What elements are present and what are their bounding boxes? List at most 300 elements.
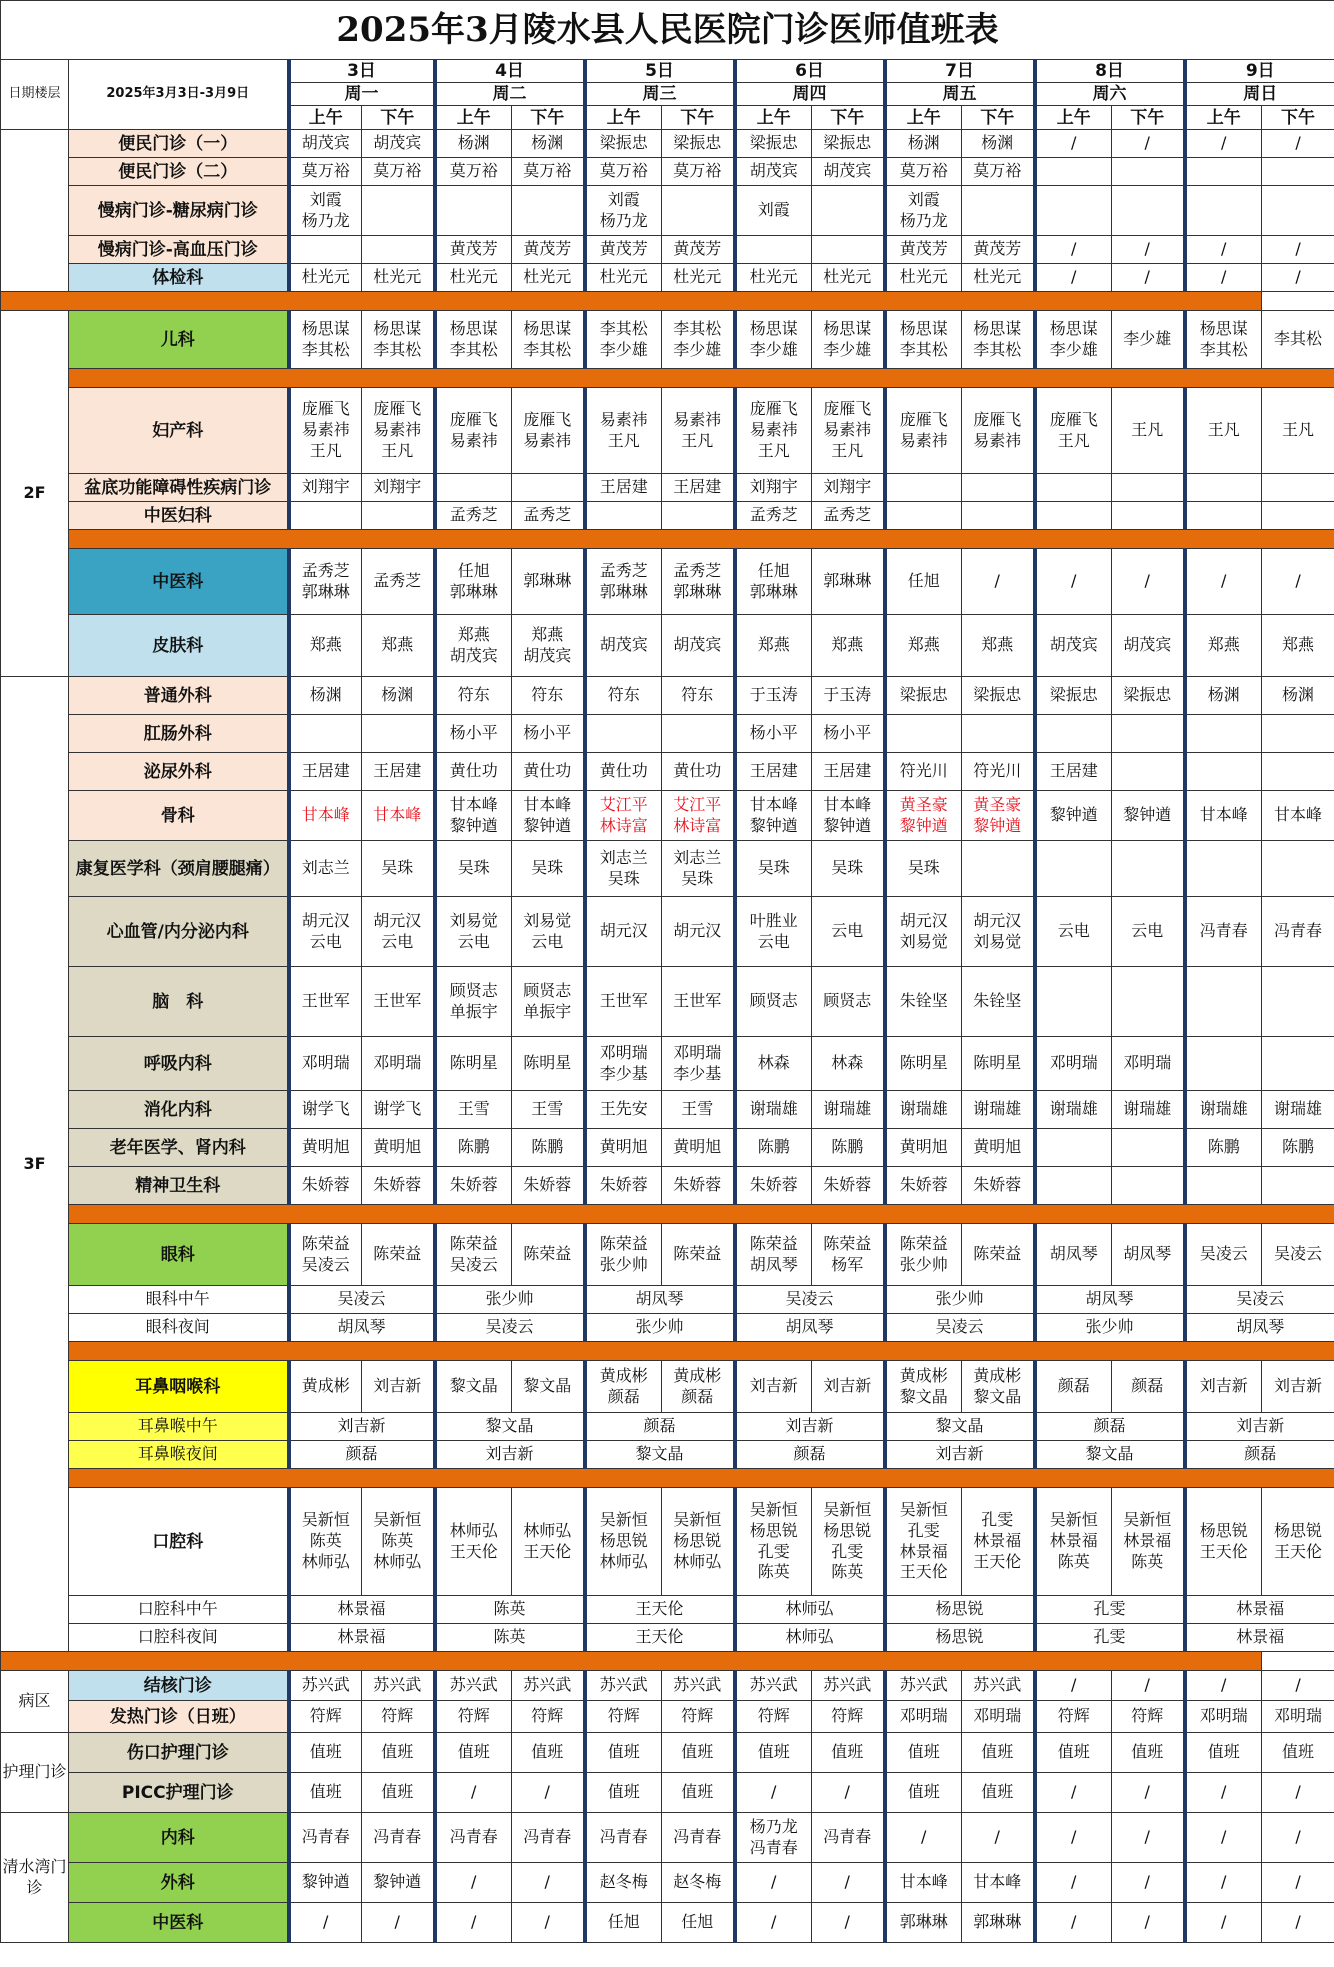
department-name: 眼科夜间 — [69, 1314, 289, 1342]
separator-row — [1, 369, 1334, 388]
duty-cell — [362, 502, 435, 530]
duty-cell: 值班 — [289, 1773, 362, 1813]
duty-cell: 刘志兰 吴珠 — [585, 841, 662, 897]
duty-cell: 值班 — [662, 1733, 735, 1773]
duty-cell: / — [512, 1863, 585, 1903]
duty-cell: 杨渊 — [1262, 677, 1334, 715]
duty-cell: / — [435, 1773, 512, 1813]
duty-cell: 朱铨坚 — [885, 967, 962, 1037]
duty-cell — [1035, 1129, 1112, 1167]
duty-cell: 莫万裕 — [289, 158, 362, 186]
duty-cell-day: 吴凌云 — [289, 1286, 435, 1314]
duty-cell — [1185, 186, 1262, 236]
duty-cell: / — [1035, 236, 1112, 264]
duty-cell: 吴新恒 陈英 林师弘 — [289, 1488, 362, 1596]
duty-cell: / — [1185, 1813, 1262, 1863]
duty-cell: 杨思谋 李少雄 — [735, 311, 812, 369]
duty-cell — [1035, 186, 1112, 236]
duty-cell: 王世军 — [662, 967, 735, 1037]
duty-cell: 陈荣益 吴凌云 — [435, 1224, 512, 1286]
duty-cell: / — [1035, 1863, 1112, 1903]
duty-cell: 孔雯 林景福 王天伦 — [962, 1488, 1035, 1596]
duty-cell: 庞雁飞 易素祎 — [512, 388, 585, 474]
duty-cell — [362, 715, 435, 753]
department-name: 便民门诊（一） — [69, 130, 289, 158]
duty-cell: 王雪 — [435, 1091, 512, 1129]
duty-cell — [1112, 967, 1185, 1037]
title-row — [1, 1, 1334, 60]
duty-cell — [1035, 502, 1112, 530]
duty-cell: 朱娇蓉 — [962, 1167, 1035, 1205]
separator-bar — [1, 1652, 1262, 1671]
duty-cell: 吴新恒 孔雯 林景福 王天伦 — [885, 1488, 962, 1596]
duty-cell — [662, 502, 735, 530]
separator-bar — [69, 1469, 1334, 1488]
department-name: 盆底功能障碍性疾病门诊 — [69, 474, 289, 502]
header-row-date — [1, 60, 1334, 83]
duty-cell: 黄茂芳 — [585, 236, 662, 264]
duty-cell — [885, 474, 962, 502]
duty-cell: 杜光元 — [812, 264, 885, 292]
duty-cell: 杨思锐 王天伦 — [1185, 1488, 1262, 1596]
duty-cell: 林师弘 王天伦 — [435, 1488, 512, 1596]
duty-cell — [1185, 502, 1262, 530]
duty-cell: 于玉涛 — [735, 677, 812, 715]
duty-cell-day: 林景福 — [1185, 1624, 1334, 1652]
duty-cell: 符光川 — [962, 753, 1035, 791]
separator-bar — [69, 369, 1334, 388]
duty-cell: 刘霞 — [735, 186, 812, 236]
duty-cell — [1112, 1167, 1185, 1205]
duty-cell: 冯青春 — [362, 1813, 435, 1863]
duty-cell: 梁振忠 — [662, 130, 735, 158]
duty-cell: 胡茂宾 — [585, 615, 662, 677]
duty-cell: 杨思锐 王天伦 — [1262, 1488, 1334, 1596]
duty-cell: 朱娇蓉 — [735, 1167, 812, 1205]
duty-cell: 颜磊 — [1112, 1361, 1185, 1413]
duty-cell: 王居建 — [662, 474, 735, 502]
duty-cell — [1185, 158, 1262, 186]
duty-cell: 郑燕 — [1185, 615, 1262, 677]
duty-cell — [362, 186, 435, 236]
duty-cell: 胡茂宾 — [1035, 615, 1112, 677]
duty-cell: 值班 — [662, 1773, 735, 1813]
duty-cell: 易素祎 王凡 — [585, 388, 662, 474]
roster-row — [1, 1091, 1334, 1129]
duty-cell-day: 胡凤琴 — [735, 1314, 885, 1342]
department-name: 普通外科 — [69, 677, 289, 715]
roster-row — [1, 1596, 1334, 1624]
duty-cell — [812, 236, 885, 264]
duty-cell: 王世军 — [362, 967, 435, 1037]
duty-cell: / — [1112, 1671, 1185, 1701]
duty-cell: 杨思谋 李其松 — [289, 311, 362, 369]
duty-cell: 陈荣益 张少帅 — [885, 1224, 962, 1286]
duty-cell: 杨思谋 李其松 — [362, 311, 435, 369]
department-name: 耳鼻喉中午 — [69, 1413, 289, 1441]
duty-cell: 杨小平 — [512, 715, 585, 753]
duty-cell: / — [1112, 130, 1185, 158]
date-range-header: 2025年3月3日-3月9日 — [69, 60, 289, 130]
department-name: 皮肤科 — [69, 615, 289, 677]
day-weekday-header: 周六 — [1035, 83, 1185, 106]
duty-cell: 朱娇蓉 — [585, 1167, 662, 1205]
duty-cell: 杜光元 — [885, 264, 962, 292]
duty-cell: 甘本峰 — [362, 791, 435, 841]
department-name: 口腔科 — [69, 1488, 289, 1596]
duty-cell: 刘志兰 吴珠 — [662, 841, 735, 897]
duty-cell: 于玉涛 — [812, 677, 885, 715]
duty-cell: 任旭 — [662, 1903, 735, 1943]
am-header: 上午 — [1185, 106, 1262, 130]
department-name: PICC护理门诊 — [69, 1773, 289, 1813]
duty-cell: 苏兴武 — [735, 1671, 812, 1701]
duty-cell: 苏兴武 — [512, 1671, 585, 1701]
duty-cell-day: 颜磊 — [289, 1441, 435, 1469]
department-name: 泌尿外科 — [69, 753, 289, 791]
duty-cell-day: 刘吉新 — [885, 1441, 1035, 1469]
am-header: 上午 — [735, 106, 812, 130]
duty-cell-day: 黎文晶 — [435, 1413, 585, 1441]
duty-cell: 梁振忠 — [735, 130, 812, 158]
duty-cell: 黄明旭 — [885, 1129, 962, 1167]
roster-row — [1, 474, 1334, 502]
duty-cell: 甘本峰 黎钟遒 — [735, 791, 812, 841]
duty-cell-day: 胡凤琴 — [585, 1286, 735, 1314]
duty-cell: 符东 — [662, 677, 735, 715]
duty-cell: 庞雁飞 易素祎 — [962, 388, 1035, 474]
duty-cell: 郭琳琳 — [885, 1903, 962, 1943]
roster-row — [1, 264, 1334, 292]
duty-cell — [512, 474, 585, 502]
duty-cell: 朱娇蓉 — [435, 1167, 512, 1205]
duty-cell: 符东 — [512, 677, 585, 715]
department-name: 中医科 — [69, 1903, 289, 1943]
separator-bar — [1, 292, 1262, 311]
duty-cell: 顾贤志 — [812, 967, 885, 1037]
duty-cell: 胡元汉 刘易觉 — [885, 897, 962, 967]
duty-cell — [1035, 158, 1112, 186]
duty-cell: 杨乃龙 冯青春 — [735, 1813, 812, 1863]
duty-cell: 符光川 — [885, 753, 962, 791]
duty-cell: 谢学飞 — [362, 1091, 435, 1129]
duty-cell: / — [1112, 549, 1185, 615]
roster-row — [1, 502, 1334, 530]
duty-cell: 朱娇蓉 — [362, 1167, 435, 1205]
duty-cell: 刘霞 杨乃龙 — [289, 186, 362, 236]
duty-cell: 刘翔宇 — [735, 474, 812, 502]
duty-cell: 胡元汉 — [585, 897, 662, 967]
duty-cell: 叶胜业 云电 — [735, 897, 812, 967]
duty-cell: / — [1185, 264, 1262, 292]
duty-cell-day: 王天伦 — [585, 1624, 735, 1652]
duty-cell: 莫万裕 — [585, 158, 662, 186]
duty-cell: 值班 — [1112, 1733, 1185, 1773]
duty-cell: 甘本峰 — [289, 791, 362, 841]
duty-cell: 朱娇蓉 — [885, 1167, 962, 1205]
roster-row — [1, 1813, 1334, 1863]
duty-cell: 胡元汉 — [662, 897, 735, 967]
duty-cell: 值班 — [585, 1733, 662, 1773]
floor-label — [1, 130, 69, 292]
duty-cell: 郑燕 胡茂宾 — [512, 615, 585, 677]
duty-cell: 莫万裕 — [885, 158, 962, 186]
duty-cell: 吴新恒 林景福 陈英 — [1112, 1488, 1185, 1596]
duty-cell-day: 吴凌云 — [1185, 1286, 1334, 1314]
duty-cell: 王居建 — [735, 753, 812, 791]
duty-cell: 黄明旭 — [962, 1129, 1035, 1167]
separator-row — [1, 1205, 1334, 1224]
duty-cell: 顾贤志 — [735, 967, 812, 1037]
duty-cell: / — [812, 1773, 885, 1813]
pm-header: 下午 — [812, 106, 885, 130]
duty-cell: 谢瑞雄 — [1185, 1091, 1262, 1129]
duty-cell: 杜光元 — [435, 264, 512, 292]
duty-cell: 郑燕 — [885, 615, 962, 677]
duty-cell: 值班 — [885, 1733, 962, 1773]
duty-cell: 梁振忠 — [812, 130, 885, 158]
duty-cell: / — [1035, 1773, 1112, 1813]
duty-cell: 郭琳琳 — [512, 549, 585, 615]
duty-cell: 林森 — [812, 1037, 885, 1091]
duty-cell: 刘吉新 — [1262, 1361, 1334, 1413]
duty-cell: 苏兴武 — [362, 1671, 435, 1701]
duty-cell — [289, 502, 362, 530]
duty-cell: 冯青春 — [662, 1813, 735, 1863]
duty-cell: / — [1262, 264, 1334, 292]
pm-header: 下午 — [962, 106, 1035, 130]
duty-cell: 吴新恒 杨思锐 林师弘 — [585, 1488, 662, 1596]
duty-cell — [289, 715, 362, 753]
duty-cell: 值班 — [812, 1733, 885, 1773]
department-name: 中医科 — [69, 549, 289, 615]
duty-cell-day: 林景福 — [289, 1596, 435, 1624]
duty-cell: 黄成彬 颜磊 — [662, 1361, 735, 1413]
duty-cell: 吴珠 — [512, 841, 585, 897]
duty-cell — [962, 715, 1035, 753]
duty-cell: 陈荣益 吴凌云 — [289, 1224, 362, 1286]
duty-cell: 王雪 — [662, 1091, 735, 1129]
duty-cell: / — [362, 1903, 435, 1943]
duty-cell: 刘吉新 — [362, 1361, 435, 1413]
duty-cell — [435, 474, 512, 502]
roster-row — [1, 549, 1334, 615]
department-name: 中医妇科 — [69, 502, 289, 530]
duty-cell: 王居建 — [585, 474, 662, 502]
roster-row — [1, 1488, 1334, 1596]
duty-cell: 王世军 — [585, 967, 662, 1037]
day-date-header: 6日 — [735, 60, 885, 83]
roster-row — [1, 1314, 1334, 1342]
duty-cell — [1035, 841, 1112, 897]
duty-cell: 邓明瑞 — [885, 1701, 962, 1733]
duty-cell: 郑燕 — [289, 615, 362, 677]
roster-row — [1, 715, 1334, 753]
duty-cell: 黄圣豪 黎钟遒 — [962, 791, 1035, 841]
department-name: 伤口护理门诊 — [69, 1733, 289, 1773]
duty-cell: 郑燕 — [812, 615, 885, 677]
duty-cell-day: 张少帅 — [435, 1286, 585, 1314]
duty-cell: 符东 — [585, 677, 662, 715]
duty-cell: 王凡 — [1112, 388, 1185, 474]
duty-cell: 杨思谋 李其松 — [1185, 311, 1262, 369]
duty-cell: 孟秀芝 郭琳琳 — [585, 549, 662, 615]
duty-cell: 莫万裕 — [435, 158, 512, 186]
duty-cell — [512, 186, 585, 236]
department-name: 消化内科 — [69, 1091, 289, 1129]
duty-cell: 云电 — [1035, 897, 1112, 967]
duty-cell: 王居建 — [812, 753, 885, 791]
separator-row — [1, 1469, 1334, 1488]
duty-cell: 苏兴武 — [662, 1671, 735, 1701]
duty-cell: 值班 — [289, 1733, 362, 1773]
roster-row — [1, 1286, 1334, 1314]
duty-cell: / — [1262, 549, 1334, 615]
duty-cell: 梁振忠 — [585, 130, 662, 158]
separator-bar — [69, 530, 1334, 549]
duty-cell: 庞雁飞 易素祎 — [435, 388, 512, 474]
duty-cell: 甘本峰 黎钟遒 — [512, 791, 585, 841]
duty-cell: / — [1112, 264, 1185, 292]
department-name: 妇产科 — [69, 388, 289, 474]
duty-cell: 孟秀芝 — [512, 502, 585, 530]
duty-cell: 黄明旭 — [662, 1129, 735, 1167]
duty-cell — [1185, 715, 1262, 753]
duty-cell: 胡元汉 刘易觉 — [962, 897, 1035, 967]
duty-cell: 胡元汉 云电 — [289, 897, 362, 967]
duty-cell: 符辉 — [812, 1701, 885, 1733]
duty-cell: 胡凤琴 — [1112, 1224, 1185, 1286]
duty-cell: 符辉 — [1035, 1701, 1112, 1733]
duty-cell: 值班 — [362, 1733, 435, 1773]
duty-cell — [1035, 715, 1112, 753]
duty-cell: 刘吉新 — [1185, 1361, 1262, 1413]
duty-cell: 杨渊 — [435, 130, 512, 158]
duty-cell-day: 胡凤琴 — [1185, 1314, 1334, 1342]
duty-cell: 杨渊 — [289, 677, 362, 715]
duty-cell: 值班 — [735, 1733, 812, 1773]
day-weekday-header: 周四 — [735, 83, 885, 106]
duty-cell — [1185, 967, 1262, 1037]
duty-cell: 杜光元 — [289, 264, 362, 292]
department-name: 口腔科夜间 — [69, 1624, 289, 1652]
duty-cell: 莫万裕 — [362, 158, 435, 186]
roster-row — [1, 1773, 1334, 1813]
day-date-header: 3日 — [289, 60, 435, 83]
day-date-header: 9日 — [1185, 60, 1334, 83]
duty-cell: 莫万裕 — [962, 158, 1035, 186]
duty-cell — [885, 715, 962, 753]
duty-cell — [962, 186, 1035, 236]
duty-cell: 符辉 — [289, 1701, 362, 1733]
duty-cell: 庞雁飞 易素祎 王凡 — [735, 388, 812, 474]
duty-cell: 值班 — [1035, 1733, 1112, 1773]
duty-cell: 杜光元 — [962, 264, 1035, 292]
duty-cell: 值班 — [362, 1773, 435, 1813]
duty-cell: 杨小平 — [435, 715, 512, 753]
duty-cell — [1262, 841, 1334, 897]
duty-cell: 艾江平 林诗富 — [662, 791, 735, 841]
duty-cell: / — [1035, 264, 1112, 292]
duty-cell-day: 刘吉新 — [1185, 1413, 1334, 1441]
duty-cell: 黄仕功 — [512, 753, 585, 791]
duty-cell-day: 颜磊 — [1185, 1441, 1334, 1469]
am-header: 上午 — [289, 106, 362, 130]
duty-cell: 陈荣益 胡凤琴 — [735, 1224, 812, 1286]
duty-cell: 邓明瑞 — [1112, 1037, 1185, 1091]
duty-cell: 甘本峰 — [1262, 791, 1334, 841]
duty-cell: / — [812, 1903, 885, 1943]
duty-cell: 庞雁飞 易素祎 王凡 — [362, 388, 435, 474]
duty-cell: 符辉 — [512, 1701, 585, 1733]
duty-cell — [585, 715, 662, 753]
duty-cell: 符辉 — [1112, 1701, 1185, 1733]
department-name: 脑 科 — [69, 967, 289, 1037]
roster-row — [1, 1413, 1334, 1441]
floor-label: 2F — [1, 311, 69, 677]
duty-cell: 李其松 — [1262, 311, 1334, 369]
duty-cell: 黄仕功 — [435, 753, 512, 791]
duty-cell: 符东 — [435, 677, 512, 715]
duty-cell: 苏兴武 — [962, 1671, 1035, 1701]
duty-cell: 顾贤志 单振宇 — [435, 967, 512, 1037]
duty-cell — [1112, 474, 1185, 502]
duty-cell: 顾贤志 单振宇 — [512, 967, 585, 1037]
duty-cell: / — [1185, 130, 1262, 158]
duty-cell: 梁振忠 — [885, 677, 962, 715]
floor-label: 3F — [1, 677, 69, 1652]
department-name: 结核门诊 — [69, 1671, 289, 1701]
duty-cell: 黎钟遒 — [362, 1863, 435, 1903]
duty-cell: 莫万裕 — [512, 158, 585, 186]
duty-cell-day: 杨思锐 — [885, 1596, 1035, 1624]
duty-cell — [1112, 715, 1185, 753]
duty-cell: 杜光元 — [735, 264, 812, 292]
duty-cell: 陈鹏 — [1185, 1129, 1262, 1167]
roster-row — [1, 791, 1334, 841]
duty-cell: 黎文晶 — [435, 1361, 512, 1413]
duty-cell: 值班 — [512, 1733, 585, 1773]
duty-cell: 朱铨坚 — [962, 967, 1035, 1037]
separator-bar — [69, 1205, 1334, 1224]
duty-cell: 谢瑞雄 — [885, 1091, 962, 1129]
floor-label: 清水湾门诊 — [1, 1813, 69, 1943]
duty-cell-day: 孔雯 — [1035, 1624, 1185, 1652]
duty-cell: 冯青春 — [1262, 897, 1334, 967]
department-name: 眼科中午 — [69, 1286, 289, 1314]
duty-cell: 刘易觉 云电 — [512, 897, 585, 967]
duty-cell: 郭琳琳 — [962, 1903, 1035, 1943]
duty-cell: 杨渊 — [512, 130, 585, 158]
duty-cell: 孟秀芝 — [435, 502, 512, 530]
duty-cell — [1035, 1167, 1112, 1205]
duty-cell: 黎钟遒 — [289, 1863, 362, 1903]
duty-cell: 刘志兰 — [289, 841, 362, 897]
duty-cell: 苏兴武 — [289, 1671, 362, 1701]
duty-cell: 胡茂宾 — [289, 130, 362, 158]
duty-cell: 陈荣益 — [512, 1224, 585, 1286]
duty-cell — [962, 841, 1035, 897]
duty-cell: 孟秀芝 郭琳琳 — [289, 549, 362, 615]
duty-cell: / — [1035, 549, 1112, 615]
duty-cell: 莫万裕 — [662, 158, 735, 186]
duty-cell: / — [512, 1773, 585, 1813]
duty-cell: 陈明星 — [512, 1037, 585, 1091]
duty-cell: 冯青春 — [289, 1813, 362, 1863]
duty-cell — [1262, 186, 1334, 236]
duty-cell: / — [1035, 1671, 1112, 1701]
duty-cell: 陈鹏 — [735, 1129, 812, 1167]
